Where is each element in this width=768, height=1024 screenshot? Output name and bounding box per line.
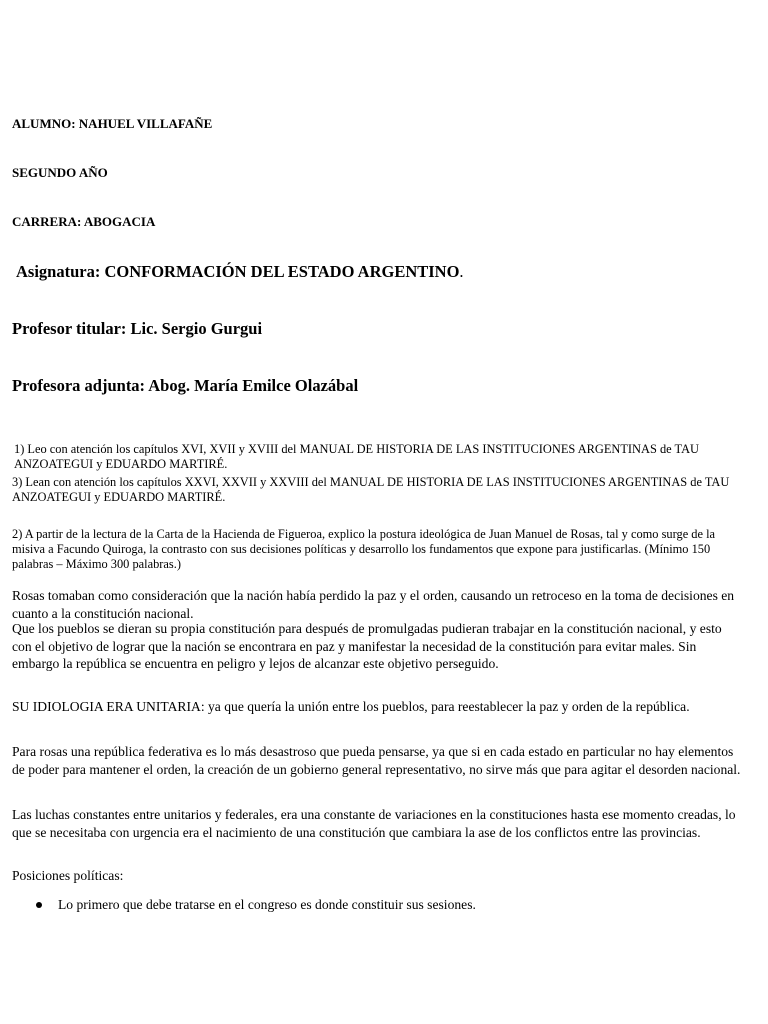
subject-value: CONFORMACIÓN DEL ESTADO ARGENTINO bbox=[104, 262, 460, 281]
bullet-icon bbox=[36, 902, 42, 908]
subject-label: Asignatura: bbox=[16, 262, 101, 281]
subject-period: . bbox=[459, 262, 464, 281]
task-2: 2) A partir de la lectura de la Carta de la Hacienda de Figueroa, explico la postura ideológica de Juan Manuel de Rosas, tal y como surge de la misiva a Facundo Quiroga, la contrasto con sus decisiones políticas y desarrollo los fundamentos que expone para justificarlas. (Mínimo 150 palabras – Máximo 300 palabras.) bbox=[12, 527, 716, 571]
paragraph-5: Las luchas constantes entre unitarios y federales, era una constante de variaciones en la constituciones hasta ese momento creadas, lo que se necesitaba con urgencia era el nacimiento de una constitución que cambiara la ase de los conflictos entre las provincias. bbox=[12, 807, 736, 840]
paragraph-6: Posiciones políticas: bbox=[12, 868, 124, 883]
paragraph-3: SU IDIOLOGIA ERA UNITARIA: ya que quería la unión entre los pueblos, para reestablecer la paz y orden de la república. bbox=[12, 699, 690, 714]
paragraph-1: Rosas tomaban como consideración que la nación había perdido la paz y el orden, causando un retroceso en la toma de decisiones en cuanto a la constitución nacional. bbox=[12, 588, 735, 621]
subject-line bbox=[16, 262, 464, 282]
paragraph-4: Para rosas una república federativa es lo más desastroso que pueda pensarse, ya que si en cada estado en particular no hay elementos de poder para mantener el orden, la creación de un gobierno general representativo, no sirve más que para agitar el desorden nacional. bbox=[12, 744, 741, 777]
bullet-list bbox=[12, 896, 744, 914]
paragraph-2: Que los pueblos se dieran su propia constitución para después de promulgadas pudieran trabajar en la constitución nacional, y esto con el objetivo de lograr que la nación se encontrara en paz y manifestar la necesidad de la constitución para evitar males. Sin embargo la república se encuentra en peligro y lejos de alcanzar este objetivo perseguido. bbox=[12, 621, 722, 671]
school-year: SEGUNDO AÑO bbox=[12, 165, 108, 180]
list-item-text: Lo primero que debe tratarse en el congreso es donde constituir sus sesiones. bbox=[58, 897, 476, 912]
assistant-professor: Profesora adjunta: Abog. María Emilce Olazábal bbox=[12, 376, 359, 395]
list-item bbox=[12, 896, 744, 914]
career: CARRERA: ABOGACIA bbox=[12, 214, 156, 229]
head-professor: Profesor titular: Lic. Sergio Gurgui bbox=[12, 319, 263, 338]
task-1: 1) Leo con atención los capítulos XVI, XVII y XVIII del MANUAL DE HISTORIA DE LAS INSTITUCIONES ARGENTINAS de TAU ANZOATEGUI y EDUARDO MARTIRÉ. bbox=[14, 442, 699, 471]
student-name: ALUMNO: NAHUEL VILLAFAÑE bbox=[12, 116, 213, 131]
task-3: 3) Lean con atención los capítulos XXVI, XXVII y XXVIII del MANUAL DE HISTORIA DE LAS INSTITUCIONES ARGENTINAS de TAU ANZOATEGUI y EDUARDO MARTIRÉ. bbox=[12, 475, 730, 504]
